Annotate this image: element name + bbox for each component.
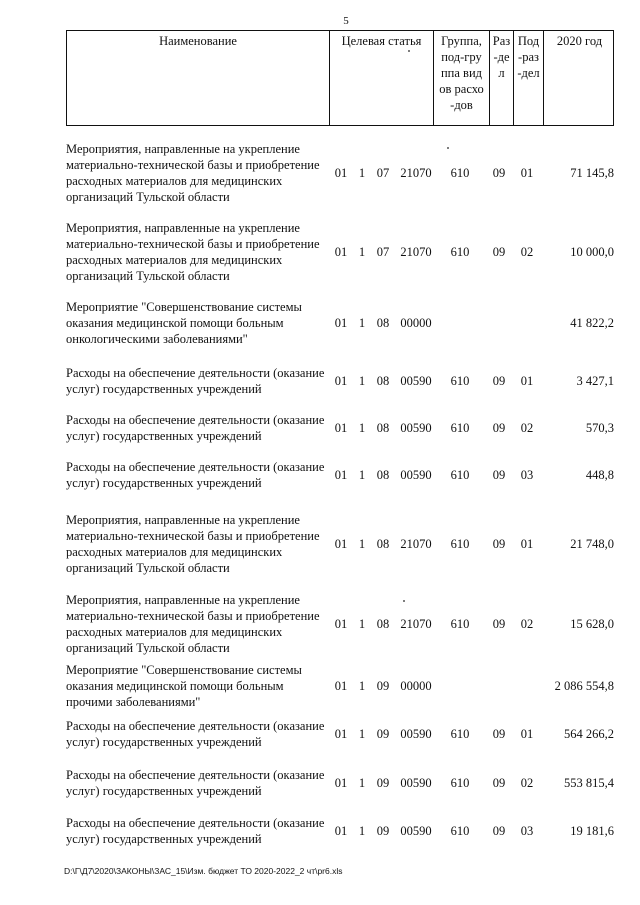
row-c3: 09: [376, 823, 390, 838]
row-section: 09: [492, 726, 506, 741]
row-name: Мероприятия, направленные на укрепление материально-технической базы и приобретение расходных материалов для медицинских организаций Тульской области: [66, 142, 320, 204]
row-c4: 00590: [400, 467, 432, 482]
row-group: 610: [450, 244, 470, 259]
row-subsection: 02: [520, 420, 534, 435]
row-group: 610: [450, 536, 470, 551]
row-name: Расходы на обеспечение деятельности (оказание услуг) государственных учреждений: [66, 768, 325, 798]
row-c1: 01: [334, 420, 348, 435]
row-c4: 00590: [400, 823, 432, 838]
row-c3: 08: [376, 315, 390, 330]
row-c2: 1: [358, 467, 366, 482]
row-group: 610: [450, 467, 470, 482]
row-amount: 448,8: [585, 467, 614, 482]
row-c2: 1: [358, 726, 366, 741]
row-section: 09: [492, 616, 506, 631]
row-c1: 01: [334, 244, 348, 259]
row-subsection: 03: [520, 823, 534, 838]
row-c4: 21070: [400, 536, 432, 551]
row-section: 09: [492, 373, 506, 388]
row-section: 09: [492, 823, 506, 838]
row-c2: 1: [358, 373, 366, 388]
row-amount: 564 266,2: [564, 726, 614, 741]
header-year: 2020 год: [543, 31, 615, 125]
row-c1: 01: [334, 616, 348, 631]
row-c1: 01: [334, 823, 348, 838]
row-c2: 1: [358, 244, 366, 259]
row-c2: 1: [358, 678, 366, 693]
row-section: 09: [492, 467, 506, 482]
row-name: Мероприятия, направленные на укрепление материально-технической базы и приобретение расходных материалов для медицинских организаций Тульской области: [66, 593, 320, 655]
row-c4: 00000: [400, 315, 432, 330]
row-amount: 71 145,8: [570, 165, 614, 180]
row-c3: 07: [376, 165, 390, 180]
row-c3: 09: [376, 726, 390, 741]
row-amount: 19 181,6: [570, 823, 614, 838]
row-amount: 553 815,4: [564, 775, 614, 790]
row-group: 610: [450, 726, 470, 741]
row-c2: 1: [358, 616, 366, 631]
row-c4: 00590: [400, 775, 432, 790]
row-c3: 08: [376, 467, 390, 482]
row-name: Расходы на обеспечение деятельности (оказание услуг) государственных учреждений: [66, 719, 325, 749]
row-subsection: 01: [520, 536, 534, 551]
row-name: Мероприятия, направленные на укрепление материально-технической базы и приобретение расходных материалов для медицинских организаций Тульской области: [66, 513, 320, 575]
page-number: 5: [343, 15, 349, 27]
row-subsection: 01: [520, 726, 534, 741]
row-c1: 01: [334, 678, 348, 693]
row-amount: 15 628,0: [570, 616, 614, 631]
scan-speck: [408, 50, 410, 52]
row-section: 09: [492, 536, 506, 551]
row-c4: 21070: [400, 616, 432, 631]
row-subsection: 02: [520, 244, 534, 259]
header-name: Наименование: [159, 34, 237, 48]
row-subsection: 02: [520, 775, 534, 790]
table-row: [66, 592, 614, 656]
row-c2: 1: [358, 315, 366, 330]
row-subsection: 01: [520, 165, 534, 180]
row-name: Мероприятие "Совершенствование системы оказания медицинской помощи больным прочими заболеваниями": [66, 663, 302, 709]
row-amount: 41 822,2: [570, 315, 614, 330]
row-c1: 01: [334, 315, 348, 330]
row-c4: 00590: [400, 420, 432, 435]
row-subsection: 02: [520, 616, 534, 631]
row-c1: 01: [334, 165, 348, 180]
row-c2: 1: [358, 165, 366, 180]
table-row: [66, 767, 614, 799]
row-section: 09: [492, 165, 506, 180]
row-c4: 00590: [400, 373, 432, 388]
row-amount: 3 427,1: [576, 373, 614, 388]
header-group: Группа, под-группа видов расхо-дов: [433, 31, 489, 125]
row-subsection: 01: [520, 373, 534, 388]
table-row: [66, 220, 614, 284]
row-name: Мероприятие "Совершенствование системы оказания медицинской помощи больным онкологическими заболеваниями": [66, 300, 302, 346]
header-subsection: Под-раз-дел: [513, 31, 543, 125]
table-row: [66, 718, 614, 750]
row-name: Мероприятия, направленные на укрепление материально-технической базы и приобретение расходных материалов для медицинских организаций Тульской области: [66, 221, 320, 283]
row-group: 610: [450, 823, 470, 838]
row-c1: 01: [334, 775, 348, 790]
table-row: [66, 512, 614, 576]
table-row: [66, 815, 614, 847]
row-name: Расходы на обеспечение деятельности (оказание услуг) государственных учреждений: [66, 366, 325, 396]
table-row: [66, 662, 614, 710]
row-c4: 00590: [400, 726, 432, 741]
table-row: [66, 459, 614, 491]
row-c4: 21070: [400, 244, 432, 259]
file-path-footer: D:\Г\Д7\2020\ЗАКОНЫ\ЗАС_15\Изм. бюджет ТО 2020-2022_2 чт\pr6.xls: [64, 866, 343, 876]
header-section: Раз-дел: [489, 31, 513, 125]
row-c2: 1: [358, 823, 366, 838]
row-c1: 01: [334, 726, 348, 741]
row-amount: 2 086 554,8: [554, 678, 614, 693]
row-c2: 1: [358, 420, 366, 435]
row-c2: 1: [358, 536, 366, 551]
row-c2: 1: [358, 775, 366, 790]
row-group: 610: [450, 373, 470, 388]
row-subsection: 03: [520, 467, 534, 482]
row-name: Расходы на обеспечение деятельности (оказание услуг) государственных учреждений: [66, 413, 325, 443]
row-c3: 09: [376, 775, 390, 790]
table-row: [66, 141, 614, 205]
row-section: 09: [492, 244, 506, 259]
row-c3: 07: [376, 244, 390, 259]
row-group: 610: [450, 165, 470, 180]
row-amount: 570,3: [585, 420, 614, 435]
table-row: [66, 412, 614, 444]
table-row: [66, 299, 614, 347]
row-c3: 09: [376, 678, 390, 693]
row-c3: 08: [376, 420, 390, 435]
row-c3: 08: [376, 536, 390, 551]
row-name: Расходы на обеспечение деятельности (оказание услуг) государственных учреждений: [66, 816, 325, 846]
table-row: [66, 365, 614, 397]
header-target: Целевая статья: [329, 31, 433, 125]
row-group: 610: [450, 616, 470, 631]
row-c4: 00000: [400, 678, 432, 693]
row-group: 610: [450, 775, 470, 790]
row-c1: 01: [334, 373, 348, 388]
scan-speck: [447, 147, 449, 149]
row-c3: 08: [376, 373, 390, 388]
row-group: 610: [450, 420, 470, 435]
row-c1: 01: [334, 536, 348, 551]
row-section: 09: [492, 775, 506, 790]
row-c4: 21070: [400, 165, 432, 180]
table-header: [66, 30, 614, 126]
row-amount: 10 000,0: [570, 244, 614, 259]
scan-speck: [403, 600, 405, 602]
row-name: Расходы на обеспечение деятельности (оказание услуг) государственных учреждений: [66, 460, 325, 490]
row-c1: 01: [334, 467, 348, 482]
row-c3: 08: [376, 616, 390, 631]
row-amount: 21 748,0: [570, 536, 614, 551]
row-section: 09: [492, 420, 506, 435]
